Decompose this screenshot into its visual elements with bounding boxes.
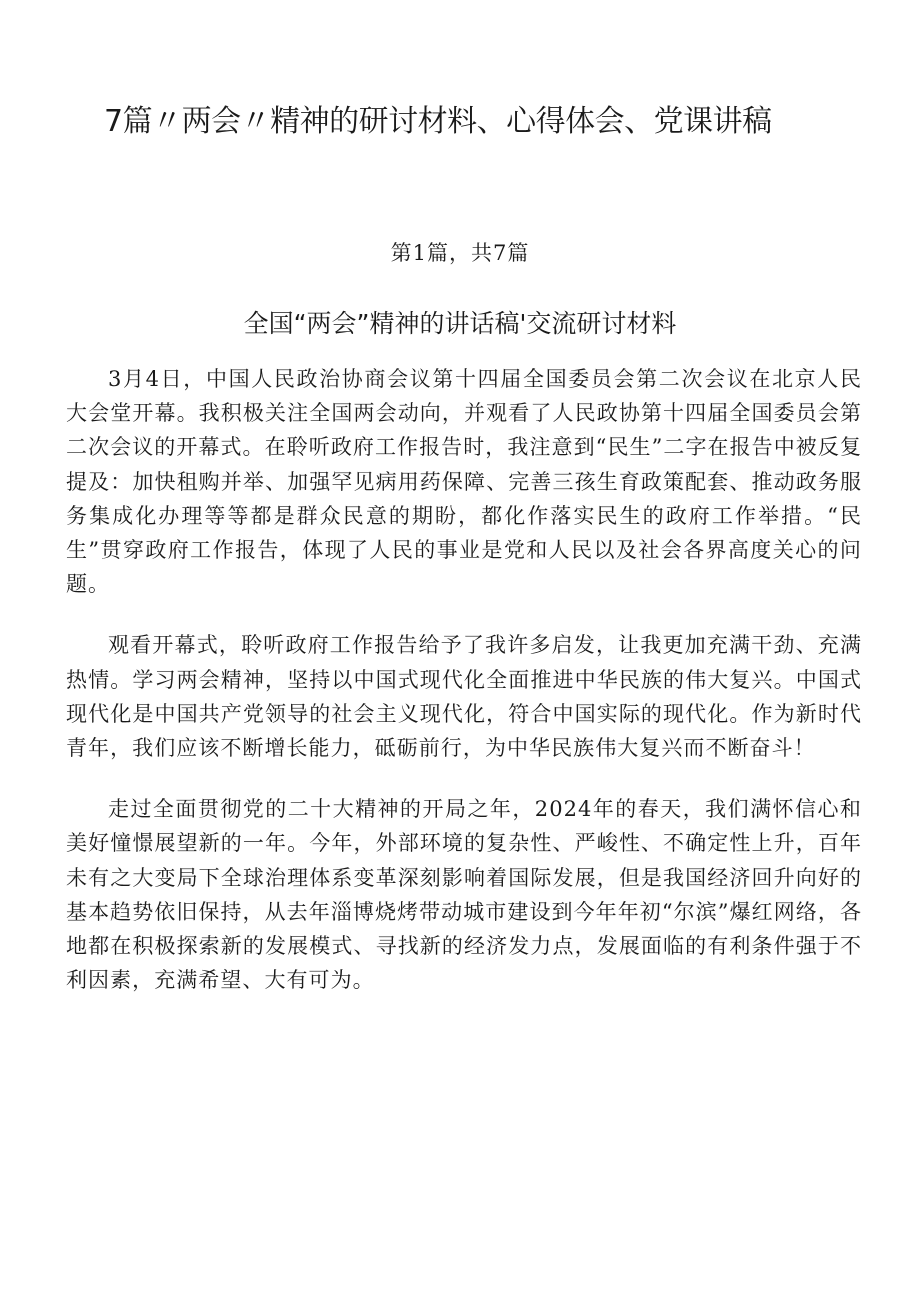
paragraph-3: 走过全面贯彻党的二十大精神的开局之年，2024年的春天，我们满怀信心和美好憧憬展望新的一年。今年，外部环境的复杂性、严峻性、不确定性上升，百年未有之大变局下全球治理体系变革深刻影响着国际发展，但是我国经济回升向好的基本趋势依旧保持，从去年淄博烧烤带动城市建设到今年年初“尔滨”爆红网络，各地都在积极探索新的发展模式、寻找新的经济发力点，发展面临的有利条件强于不利因素，充满希望、大有可为。 xyxy=(66,797,862,993)
part-indicator: 第1篇，共7篇 xyxy=(390,241,530,265)
document-title: 7篇〃两会〃精神的研讨材料、心得体会、党课讲稿 xyxy=(104,104,772,139)
paragraph-1: 3月4日，中国人民政治协商会议第十四届全国委员会第二次会议在北京人民大会堂开幕。我积极关注全国两会动向，并观看了人民政协第十四届全国委员会第二次会议的开幕式。在聆听政府工作报告时，我注意到“民生”二字在报告中被反复提及：加快租购并举、加强罕见病用药保障、完善三孩生育政策配套、推动政务服务集成化办理等等都是群众民意的期盼，都化作落实民生的政府工作举措。“民生”贯穿政府工作报告，体现了人民的事业是党和人民以及社会各界高度关心的问题。 xyxy=(66,367,862,597)
paragraph-2: 观看开幕式，聆听政府工作报告给予了我许多启发，让我更加充满干劲、充满热情。学习两会精神，坚持以中国式现代化全面推进中华民族的伟大复兴。中国式现代化是中国共产党领导的社会主义现代化，符合中国实际的现代化。作为新时代青年，我们应该不断增长能力，砥砺前行，为中华民族伟大复兴而不断奋斗！ xyxy=(66,633,862,761)
article-body xyxy=(66,362,862,1024)
article-title: 全国“两会”精神的讲话稿'交流研讨材料 xyxy=(243,309,677,338)
